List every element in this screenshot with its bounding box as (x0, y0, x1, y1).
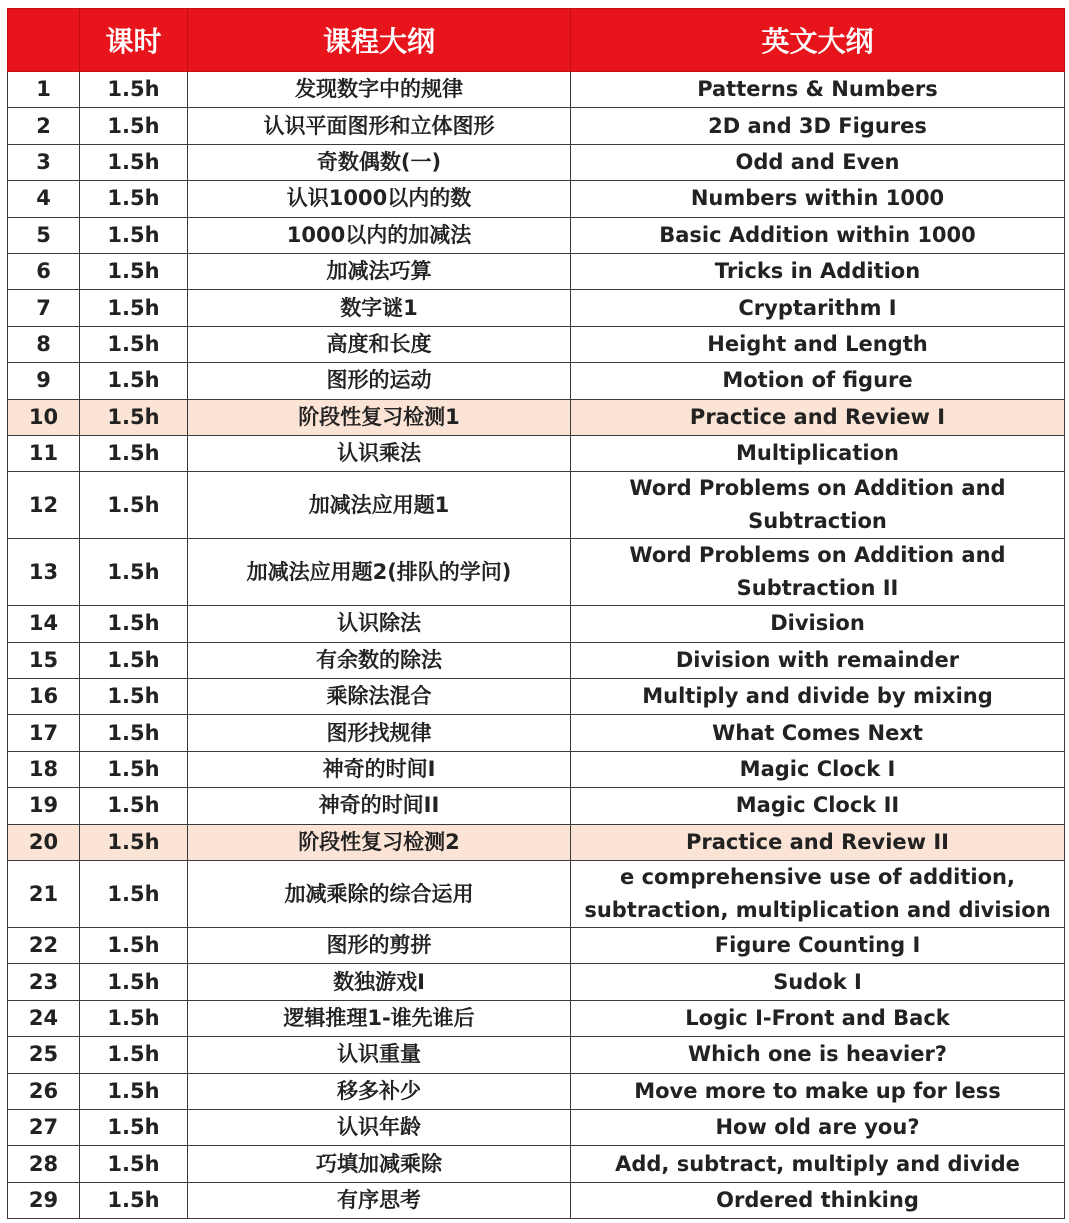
row-english-title: Move more to make up for less (571, 1073, 1065, 1109)
row-number: 6 (8, 253, 80, 289)
row-number: 27 (8, 1109, 80, 1145)
row-number: 7 (8, 290, 80, 326)
row-chinese-title: 神奇的时间II (188, 788, 571, 824)
row-hours: 1.5h (80, 399, 188, 435)
row-hours: 1.5h (80, 1037, 188, 1073)
row-number: 8 (8, 326, 80, 362)
row-chinese-title: 逻辑推理1-谁先谁后 (188, 1000, 571, 1036)
table-row (8, 326, 1065, 362)
row-hours: 1.5h (80, 72, 188, 108)
row-english-title: Multiplication (571, 435, 1065, 471)
row-hours: 1.5h (80, 253, 188, 289)
row-english-title: Magic Clock I (571, 751, 1065, 787)
row-chinese-title: 阶段性复习检测1 (188, 399, 571, 435)
row-chinese-title: 加减法巧算 (188, 253, 571, 289)
table-row (8, 108, 1065, 144)
row-hours: 1.5h (80, 606, 188, 642)
row-english-title: Basic Addition within 1000 (571, 217, 1065, 253)
row-chinese-title: 有序思考 (188, 1182, 571, 1218)
table-row (8, 144, 1065, 180)
row-chinese-title: 加减法应用题1 (188, 472, 571, 539)
row-hours: 1.5h (80, 181, 188, 217)
table-row (8, 253, 1065, 289)
row-number: 1 (8, 72, 80, 108)
row-chinese-title: 1000以内的加减法 (188, 217, 571, 253)
row-chinese-title: 高度和长度 (188, 326, 571, 362)
row-number: 19 (8, 788, 80, 824)
row-english-title: Practice and Review I (571, 399, 1065, 435)
row-hours: 1.5h (80, 928, 188, 964)
row-hours: 1.5h (80, 472, 188, 539)
row-chinese-title: 加减乘除的综合运用 (188, 861, 571, 928)
row-hours: 1.5h (80, 1073, 188, 1109)
row-hours: 1.5h (80, 108, 188, 144)
table-row (8, 642, 1065, 678)
row-english-title: Odd and Even (571, 144, 1065, 180)
header-english-outline: 英文大纲 (571, 9, 1065, 72)
row-number: 10 (8, 399, 80, 435)
row-chinese-title: 图形的剪拼 (188, 928, 571, 964)
row-number: 28 (8, 1146, 80, 1182)
table-row (8, 435, 1065, 471)
row-chinese-title: 发现数字中的规律 (188, 72, 571, 108)
row-english-title: Ordered thinking (571, 1182, 1065, 1218)
row-english-title: Patterns & Numbers (571, 72, 1065, 108)
row-number: 9 (8, 363, 80, 399)
row-hours: 1.5h (80, 788, 188, 824)
row-english-title: Practice and Review II (571, 824, 1065, 860)
row-number: 22 (8, 928, 80, 964)
table-row (8, 861, 1065, 928)
table-row (8, 824, 1065, 860)
row-english-title: What Comes Next (571, 715, 1065, 751)
table-row (8, 217, 1065, 253)
row-chinese-title: 奇数偶数(一) (188, 144, 571, 180)
row-chinese-title: 移多补少 (188, 1073, 571, 1109)
row-english-title: Magic Clock II (571, 788, 1065, 824)
row-number: 16 (8, 679, 80, 715)
row-number: 14 (8, 606, 80, 642)
row-hours: 1.5h (80, 964, 188, 1000)
row-english-title: Division with remainder (571, 642, 1065, 678)
row-hours: 1.5h (80, 326, 188, 362)
row-number: 2 (8, 108, 80, 144)
row-chinese-title: 数独游戏I (188, 964, 571, 1000)
row-english-title: Numbers within 1000 (571, 181, 1065, 217)
row-hours: 1.5h (80, 144, 188, 180)
row-hours: 1.5h (80, 751, 188, 787)
row-number: 15 (8, 642, 80, 678)
table-row (8, 1146, 1065, 1182)
syllabus-table-container (7, 8, 1065, 1219)
row-chinese-title: 认识除法 (188, 606, 571, 642)
row-hours: 1.5h (80, 824, 188, 860)
table-row (8, 1182, 1065, 1218)
row-english-title: Multiply and divide by mixing (571, 679, 1065, 715)
row-hours: 1.5h (80, 679, 188, 715)
row-number: 20 (8, 824, 80, 860)
row-number: 12 (8, 472, 80, 539)
row-english-title: e comprehensive use of addition, subtraction, multiplication and division (571, 861, 1065, 928)
row-chinese-title: 图形找规律 (188, 715, 571, 751)
row-english-title: Tricks in Addition (571, 253, 1065, 289)
table-row (8, 1109, 1065, 1145)
table-row (8, 539, 1065, 606)
row-english-title: Word Problems on Addition and Subtraction (571, 472, 1065, 539)
row-english-title: Division (571, 606, 1065, 642)
row-chinese-title: 数字谜1 (188, 290, 571, 326)
row-chinese-title: 认识乘法 (188, 435, 571, 471)
row-chinese-title: 认识重量 (188, 1037, 571, 1073)
table-body (8, 72, 1065, 1219)
row-number: 23 (8, 964, 80, 1000)
row-english-title: Add, subtract, multiply and divide (571, 1146, 1065, 1182)
row-number: 18 (8, 751, 80, 787)
table-row (8, 1037, 1065, 1073)
row-number: 3 (8, 144, 80, 180)
row-english-title: Cryptarithm I (571, 290, 1065, 326)
row-hours: 1.5h (80, 1146, 188, 1182)
row-hours: 1.5h (80, 539, 188, 606)
row-english-title: Sudok I (571, 964, 1065, 1000)
table-row (8, 1073, 1065, 1109)
table-row (8, 788, 1065, 824)
row-number: 13 (8, 539, 80, 606)
header-chinese-outline: 课程大纲 (188, 9, 571, 72)
table-header-row (8, 9, 1065, 72)
row-number: 24 (8, 1000, 80, 1036)
row-hours: 1.5h (80, 642, 188, 678)
row-number: 25 (8, 1037, 80, 1073)
table-row (8, 290, 1065, 326)
row-number: 11 (8, 435, 80, 471)
row-english-title: Word Problems on Addition and Subtraction II (571, 539, 1065, 606)
row-chinese-title: 阶段性复习检测2 (188, 824, 571, 860)
row-hours: 1.5h (80, 861, 188, 928)
table-row (8, 181, 1065, 217)
row-chinese-title: 加减法应用题2(排队的学问) (188, 539, 571, 606)
row-chinese-title: 认识1000以内的数 (188, 181, 571, 217)
row-hours: 1.5h (80, 1109, 188, 1145)
row-hours: 1.5h (80, 363, 188, 399)
table-row (8, 399, 1065, 435)
row-chinese-title: 巧填加减乘除 (188, 1146, 571, 1182)
table-row (8, 606, 1065, 642)
row-english-title: Height and Length (571, 326, 1065, 362)
row-number: 17 (8, 715, 80, 751)
row-number: 5 (8, 217, 80, 253)
row-hours: 1.5h (80, 715, 188, 751)
row-hours: 1.5h (80, 290, 188, 326)
row-chinese-title: 神奇的时间I (188, 751, 571, 787)
row-chinese-title: 有余数的除法 (188, 642, 571, 678)
table-row (8, 964, 1065, 1000)
table-row (8, 715, 1065, 751)
row-chinese-title: 乘除法混合 (188, 679, 571, 715)
row-chinese-title: 图形的运动 (188, 363, 571, 399)
row-english-title: Motion of figure (571, 363, 1065, 399)
table-row (8, 472, 1065, 539)
syllabus-table (7, 8, 1065, 1219)
header-number (8, 9, 80, 72)
table-row (8, 679, 1065, 715)
row-hours: 1.5h (80, 1000, 188, 1036)
table-row (8, 928, 1065, 964)
row-english-title: Figure Counting I (571, 928, 1065, 964)
row-english-title: Logic I-Front and Back (571, 1000, 1065, 1036)
row-chinese-title: 认识平面图形和立体图形 (188, 108, 571, 144)
row-number: 21 (8, 861, 80, 928)
row-hours: 1.5h (80, 435, 188, 471)
header-hours: 课时 (80, 9, 188, 72)
row-chinese-title: 认识年龄 (188, 1109, 571, 1145)
row-english-title: Which one is heavier? (571, 1037, 1065, 1073)
table-row (8, 363, 1065, 399)
row-number: 29 (8, 1182, 80, 1218)
row-hours: 1.5h (80, 217, 188, 253)
table-row (8, 72, 1065, 108)
row-english-title: 2D and 3D Figures (571, 108, 1065, 144)
row-hours: 1.5h (80, 1182, 188, 1218)
table-row (8, 751, 1065, 787)
row-number: 4 (8, 181, 80, 217)
table-row (8, 1000, 1065, 1036)
row-number: 26 (8, 1073, 80, 1109)
row-english-title: How old are you? (571, 1109, 1065, 1145)
